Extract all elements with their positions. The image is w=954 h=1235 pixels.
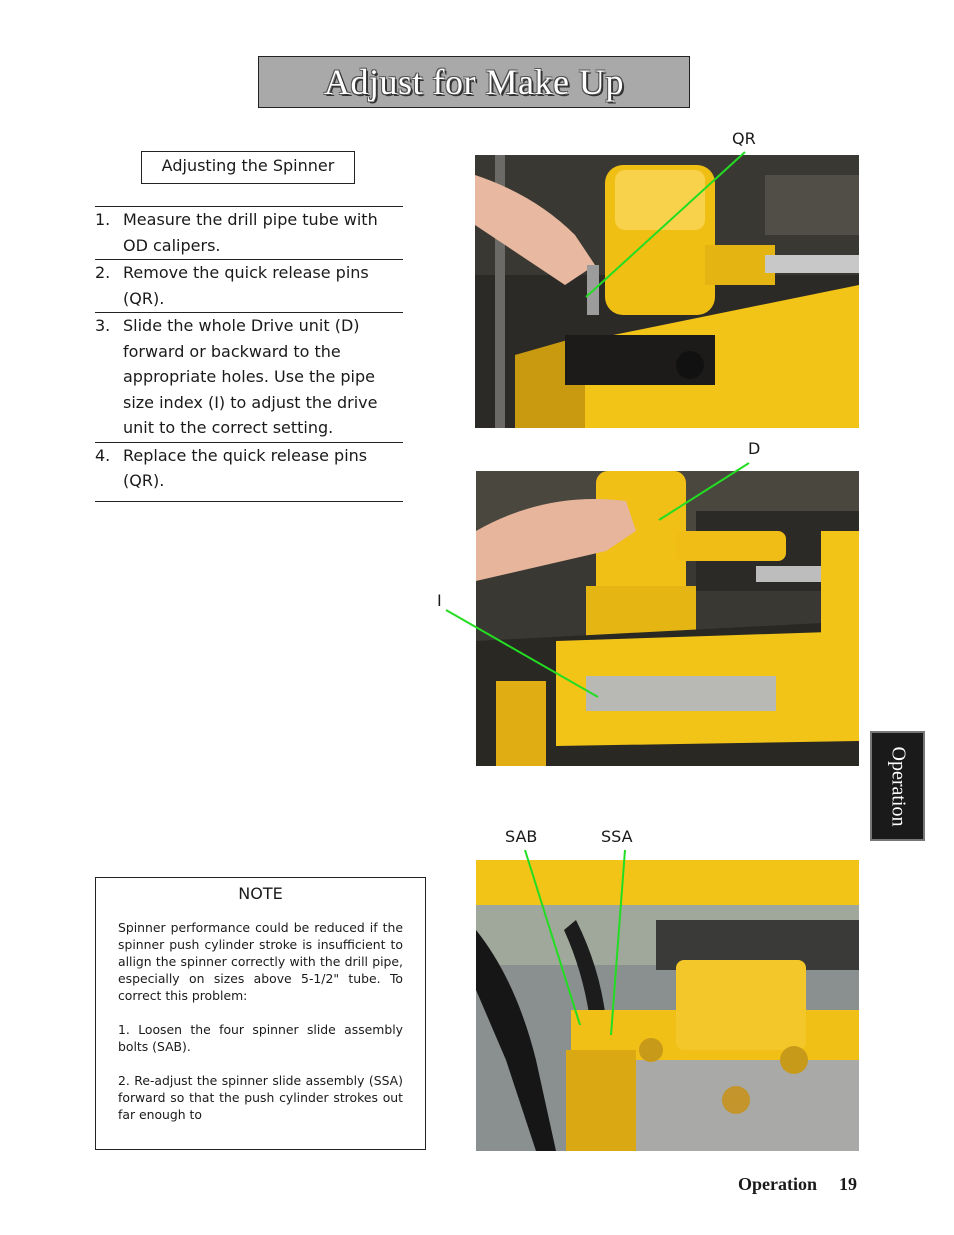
section-heading: Adjusting the Spinner [141, 151, 355, 184]
step-text: Replace the quick release pins (QR). [123, 445, 368, 490]
callout-leader-qr [586, 152, 745, 297]
callout-i-label: I [437, 591, 442, 610]
callout-leader-sab [525, 850, 580, 1025]
step-number: 3. [95, 316, 111, 335]
step-text: Slide the whole Drive unit (D) forward or backward to the appropriate holes. Use the pipe size index (I) to adjust the drive unit to the correct setting. [123, 316, 378, 437]
page-number: 19 [839, 1174, 857, 1194]
step-number: 4. [95, 445, 111, 465]
callout-leader-i [446, 610, 598, 697]
callout-leader-ssa [611, 850, 625, 1035]
callout-qr-label: QR [732, 129, 756, 148]
step-number: 1. [95, 210, 111, 229]
step-text: Measure the drill pipe tube with OD calipers. [123, 210, 378, 255]
note-title: NOTE [238, 884, 283, 903]
footer-section: Operation [738, 1174, 817, 1194]
step-text: Remove the quick release pins (QR). [123, 263, 369, 308]
section-side-tab [870, 731, 925, 841]
callout-d-label: D [748, 439, 761, 458]
callout-sab-label: SAB [505, 827, 538, 846]
note-paragraph: 1. Loosen the four spinner slide assembly bolts (SAB). [118, 1022, 403, 1054]
step-number: 2. [95, 263, 111, 282]
note-paragraph: 2. Re-adjust the spinner slide assembly (SSA) forward so that the push cylinder strokes out far enough to [118, 1073, 403, 1122]
note-paragraph: Spinner performance could be reduced if the spinner push cylinder stroke is insufficient to allign the spinner correctly with the drill pipe, especially on sizes above 5-1/2" tube. To correct this problem: [118, 920, 403, 1003]
side-tab-label: Operation [887, 746, 910, 826]
page-footer [738, 1174, 857, 1195]
callout-ssa-label: SSA [601, 827, 633, 846]
callout-leader-d [659, 463, 749, 520]
page-title: Adjust for Make Up [324, 62, 624, 102]
